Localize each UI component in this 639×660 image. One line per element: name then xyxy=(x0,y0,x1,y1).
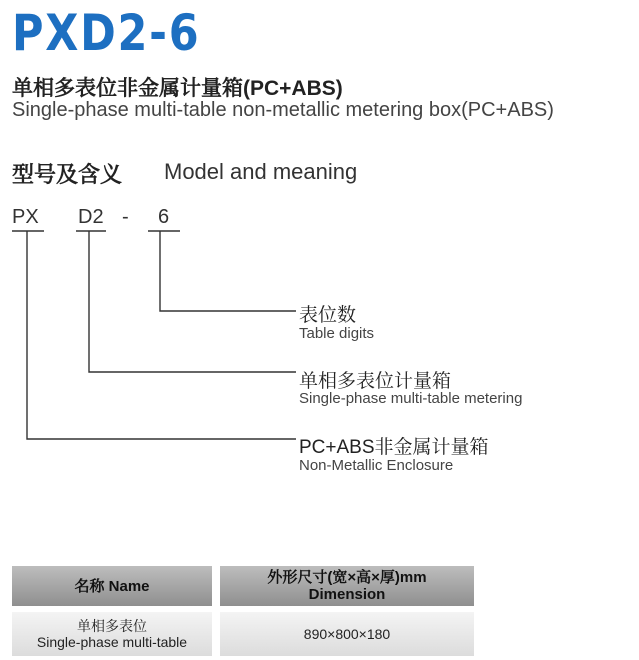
table-cell-name-cn: 单相多表位 xyxy=(77,618,147,634)
table-cell-dimension-value: 890×800×180 xyxy=(303,626,391,642)
leader-type xyxy=(89,231,296,372)
product-title-en: Single-phase multi-table non-metallic metering box(PC+ABS) xyxy=(12,99,554,121)
meaning-type-en: Single-phase multi-table metering xyxy=(299,390,523,407)
product-title-cn: 单相多表位非金属计量箱(PC+ABS) xyxy=(12,77,343,100)
table-header-dimension-line2: Dimension xyxy=(308,586,386,603)
leader-positions xyxy=(160,231,296,311)
code-segment-prefix: PX xyxy=(12,206,39,228)
model-code-heading: PXD2-6 xyxy=(12,4,201,62)
table-cell-name xyxy=(12,612,212,656)
meaning-prefix-en: Non-Metallic Enclosure xyxy=(299,457,454,474)
table-cell-dimension xyxy=(220,612,474,656)
table-cell-name-en: Single-phase multi-table xyxy=(36,634,188,650)
code-segment-positions: 6 xyxy=(158,206,170,228)
table-header-dimension-line1: 外形尺寸(宽×高×厚)mm xyxy=(267,569,427,586)
leader-prefix xyxy=(27,231,296,439)
section-title-en: Model and meaning xyxy=(164,159,358,184)
table-header-dimension xyxy=(220,566,474,606)
table-header-name xyxy=(12,566,212,606)
meaning-type-cn: 单相多表位计量箱 xyxy=(299,371,452,392)
section-title-cn: 型号及含义 xyxy=(12,162,123,187)
code-segment-separator: - xyxy=(122,206,129,228)
meaning-prefix-cn: PC+ABS非金属计量箱 xyxy=(299,437,489,458)
table-header-name-label: 名称 Name xyxy=(74,577,150,595)
meaning-positions-cn: 表位数 xyxy=(299,305,357,326)
code-segment-type: D2 xyxy=(78,206,104,228)
meaning-positions-en: Table digits xyxy=(299,325,375,342)
